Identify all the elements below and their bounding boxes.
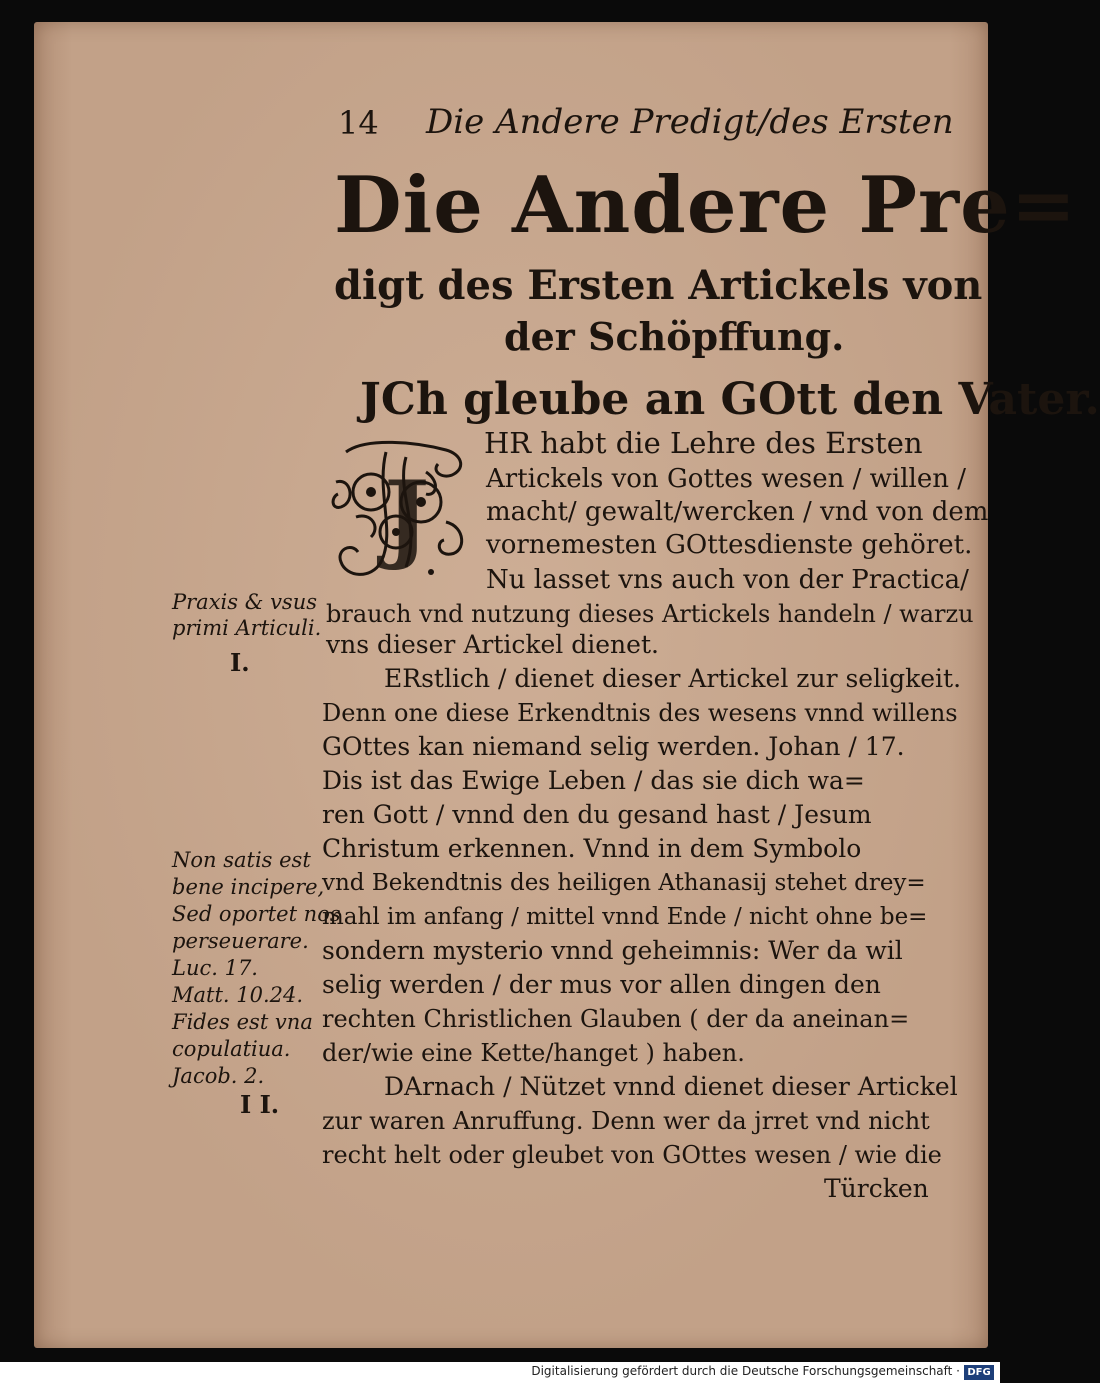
catchword: Türcken bbox=[824, 1174, 929, 1203]
body-line: brauch vnd nutzung dieses Artickels handeln / warzu bbox=[326, 600, 974, 628]
margin-numeral: I. bbox=[230, 648, 250, 677]
body-line: rechten Christlichen Glauben ( der da aneinan= bbox=[322, 1005, 910, 1033]
body-line: vns dieser Artickel dienet. bbox=[326, 630, 659, 659]
body-line: ren Gott / vnnd den du gesand hast / Jesum bbox=[322, 800, 872, 829]
body-line: mahl im anfang / mittel vnnd Ende / nicht ohne be= bbox=[322, 904, 928, 930]
dfg-logo: DFG bbox=[964, 1365, 994, 1380]
margin-note: perseuerare. bbox=[172, 929, 309, 953]
margin-note: bene incipere, bbox=[172, 875, 325, 899]
body-line: Nu lasset vns auch von der Practica/ bbox=[486, 565, 969, 595]
margin-numeral: I I. bbox=[240, 1090, 280, 1119]
margin-note: Matt. 10.24. bbox=[172, 983, 304, 1007]
margin-note: primi Articuli. bbox=[172, 616, 322, 640]
body-line: Artickels von Gottes wesen / willen / bbox=[486, 464, 967, 494]
ornamental-initial bbox=[326, 432, 476, 584]
creed-heading: JCh gleube an GOtt den Vater. bbox=[360, 374, 1100, 425]
body-line: Denn one diese Erkendtnis des wesens vnnd willens bbox=[322, 699, 958, 727]
body-line: HR habt die Lehre des Ersten bbox=[484, 426, 923, 460]
margin-note: Jacob. 2. bbox=[172, 1064, 265, 1088]
body-line: DArnach / Nützet vnnd dienet dieser Artickel bbox=[384, 1072, 958, 1101]
page-number: 14 bbox=[338, 104, 379, 142]
margin-note: Sed oportet nos bbox=[172, 902, 341, 926]
body-line: macht/ gewalt/wercken / vnd von dem bbox=[486, 497, 989, 527]
body-line: vornemesten GOttesdienste gehöret. bbox=[486, 530, 973, 560]
body-line: der/wie eine Kette/hanget ) haben. bbox=[322, 1039, 745, 1067]
body-line: Christum erkennen. Vnnd in dem Symbolo bbox=[322, 834, 862, 863]
margin-note: Fides est vna bbox=[172, 1010, 313, 1034]
sermon-title-line-1: Die Andere Pre= bbox=[334, 160, 1078, 251]
body-line: Dis ist das Ewige Leben / das sie dich wa= bbox=[322, 766, 865, 795]
digitization-footer bbox=[0, 1362, 1000, 1383]
book-page bbox=[34, 22, 1100, 1348]
sermon-title-line-2: digt des Ersten Artickels von bbox=[334, 262, 983, 309]
margin-note: copulatiua. bbox=[172, 1037, 291, 1061]
body-line: recht helt oder gleubet von GOttes wesen / wie die bbox=[322, 1141, 942, 1169]
margin-note: Non satis est bbox=[172, 848, 311, 872]
body-line: vnd Bekendtnis des heiligen Athanasij stehet drey= bbox=[322, 870, 926, 896]
body-line: selig werden / der mus vor allen dingen den bbox=[322, 970, 881, 999]
running-title: Die Andere Predigt/des Ersten bbox=[426, 102, 954, 142]
funding-credit: Digitalisierung gefördert durch die Deutsche Forschungsgemeinschaft · bbox=[531, 1364, 960, 1378]
drop-cap-letter: J bbox=[384, 460, 430, 573]
sermon-title-line-3: der Schöpffung. bbox=[504, 314, 845, 359]
body-line: zur waren Anruffung. Denn wer da jrret vnd nicht bbox=[322, 1107, 930, 1135]
margin-note: Praxis & vsus bbox=[172, 590, 318, 614]
body-line: sondern mysterio vnnd geheimnis: Wer da wil bbox=[322, 936, 903, 965]
body-line: GOttes kan niemand selig werden. Johan / 17. bbox=[322, 732, 905, 761]
body-line: ERstlich / dienet dieser Artickel zur seligkeit. bbox=[384, 664, 962, 693]
margin-note: Luc. 17. bbox=[172, 956, 258, 980]
ornamental-initial-icon bbox=[326, 432, 476, 584]
